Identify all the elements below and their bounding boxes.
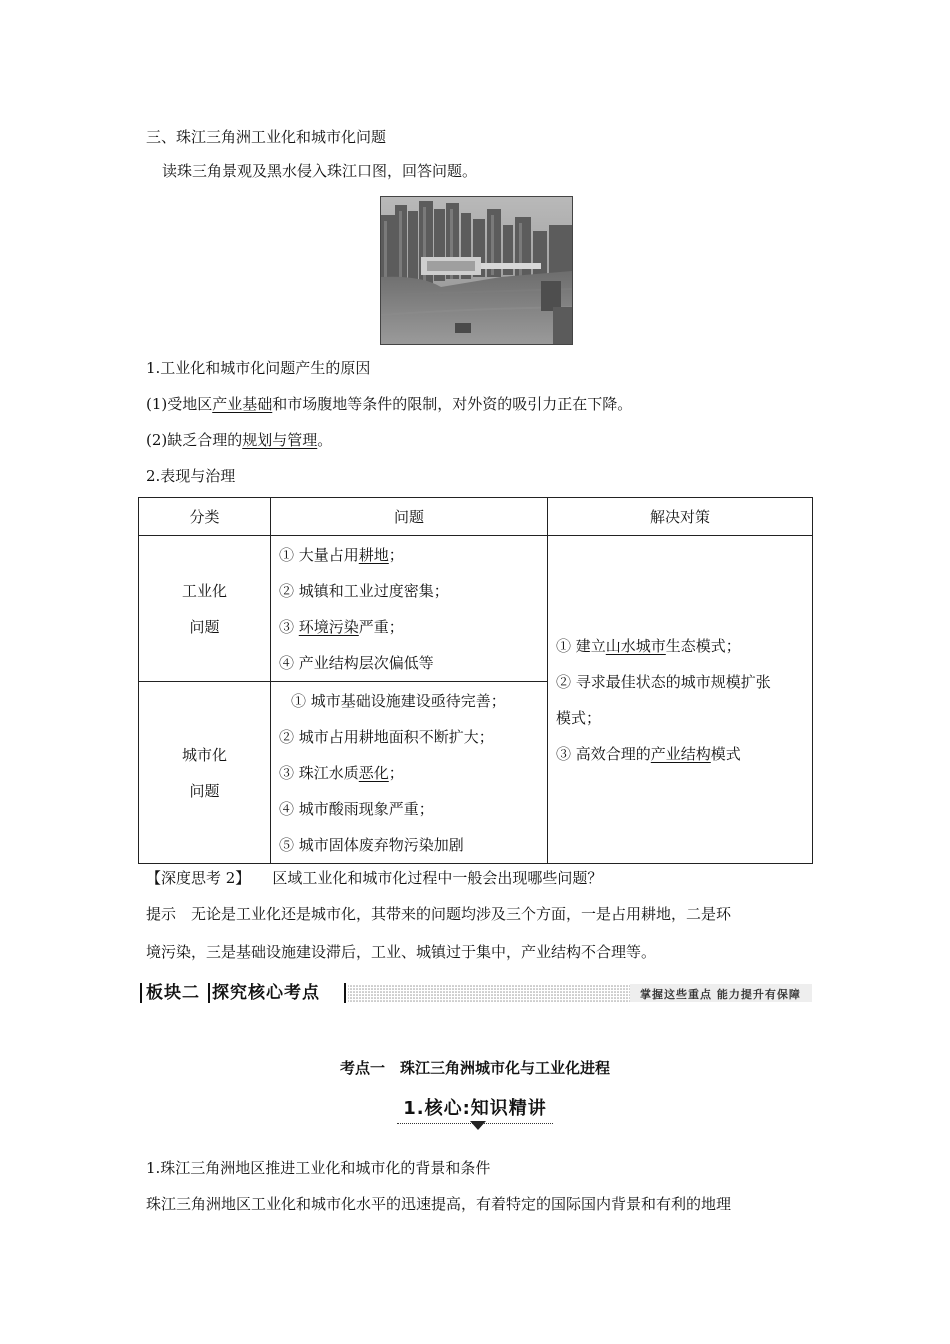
table-header-row <box>139 498 813 536</box>
industry-item: ④ 产业结构层次偏低等 <box>279 653 434 672</box>
industry-item: ③ 环境污染严重； <box>279 617 404 636</box>
banner-block: 板块二 <box>146 983 200 1003</box>
hint-text-1: 无论是工业化还是城市化，其带来的问题均涉及三个方面，一是占用耕地，二是环 <box>191 905 732 923</box>
hint-line-1 <box>146 904 731 924</box>
cause-item-1 <box>146 394 632 414</box>
solution-item: ③ 高效合理的产业结构模式 <box>556 744 741 763</box>
problems-table <box>138 497 813 864</box>
industry-label-1: 工业化 <box>181 581 227 600</box>
urban-item: ② 城市占用耕地面积不断扩大； <box>279 727 494 746</box>
urban-item: ① 城市基础设施建设亟待完善； <box>291 691 506 710</box>
cause-item-1-prefix: (1)受地区 <box>146 395 213 413</box>
urban-problems-cell <box>271 682 548 864</box>
solutions-cell <box>548 536 813 864</box>
industry-label-2: 问题 <box>189 617 220 636</box>
core-label-box <box>0 1094 950 1124</box>
urban-item: ⑤ 城市固体废弃物污染加剧 <box>279 835 464 854</box>
header-solution: 解决对策 <box>548 498 813 536</box>
triangle-down-icon <box>470 1121 486 1130</box>
solution-item: ① 建立山水城市生态模式； <box>556 636 741 655</box>
urban-category-cell <box>139 682 271 864</box>
hint-line-2: 境污染，三是基础设施建设滞后，工业、城镇过于集中，产业结构不合理等。 <box>146 943 657 961</box>
industry-item: ① 大量占用耕地； <box>279 545 404 564</box>
cause-item-1-suffix: 和市场腹地等条件的限制，对外资的吸引力正在下降。 <box>272 395 633 413</box>
exam-point-title: 考点一 珠江三角洲城市化与工业化进程 <box>339 1059 610 1077</box>
solution-item: ② 寻求最佳状态的城市规模扩张 <box>556 672 771 691</box>
industry-problems-cell <box>271 536 548 682</box>
body-last-line: 珠江三角洲地区工业化和城市化水平的迅速提高，有着特定的国际国内背景和有利的地理 <box>146 1195 732 1213</box>
deep-think-line <box>146 868 602 888</box>
sub-heading: 1.珠江三角洲地区推进工业化和城市化的背景和条件 <box>146 1159 491 1177</box>
urban-item: ③ 珠江水质恶化； <box>279 763 404 782</box>
cause-item-2 <box>146 430 332 450</box>
deep-think-label: 【深度思考 2】 <box>146 869 251 887</box>
solution-item: 模式； <box>556 708 602 727</box>
urban-label-1: 城市化 <box>181 745 227 764</box>
industry-item: ② 城镇和工业过度密集； <box>279 581 449 600</box>
pearl-river-photo <box>380 196 573 345</box>
banner-title <box>142 983 320 1003</box>
cause-item-2-keyword: 规划与管理 <box>242 431 318 449</box>
cause-item-2-suffix: 。 <box>317 431 333 449</box>
banner-slogan: 掌握这些重点 能力提升有保障 <box>640 988 801 1001</box>
cause-item-1-keyword: 产业基础 <box>212 395 273 413</box>
banner-heading: 探究核心考点 <box>212 983 320 1003</box>
section-title: 三、珠江三角洲工业化和城市化问题 <box>146 128 387 146</box>
core-label: 1.核心:知识精讲 <box>397 1094 553 1124</box>
header-problem: 问题 <box>271 498 548 536</box>
header-category: 分类 <box>139 498 271 536</box>
deep-think-question: 区域工业化和城市化过程中一般会出现哪些问题？ <box>272 869 603 887</box>
urban-label-2: 问题 <box>189 781 220 800</box>
cause-item-2-prefix: (2)缺乏合理的 <box>146 431 243 449</box>
industry-category-cell <box>139 536 271 682</box>
city-river-illustration <box>381 197 572 344</box>
hint-label: 提示 <box>146 905 177 923</box>
table-row-industry <box>139 536 813 682</box>
table-heading: 2.表现与治理 <box>146 467 236 485</box>
intro-text: 读珠三角景观及黑水侵入珠江口图，回答问题。 <box>162 162 478 180</box>
cause-heading: 1.工业化和城市化问题产生的原因 <box>146 359 371 377</box>
urban-item: ④ 城市酸雨现象严重； <box>279 799 434 818</box>
